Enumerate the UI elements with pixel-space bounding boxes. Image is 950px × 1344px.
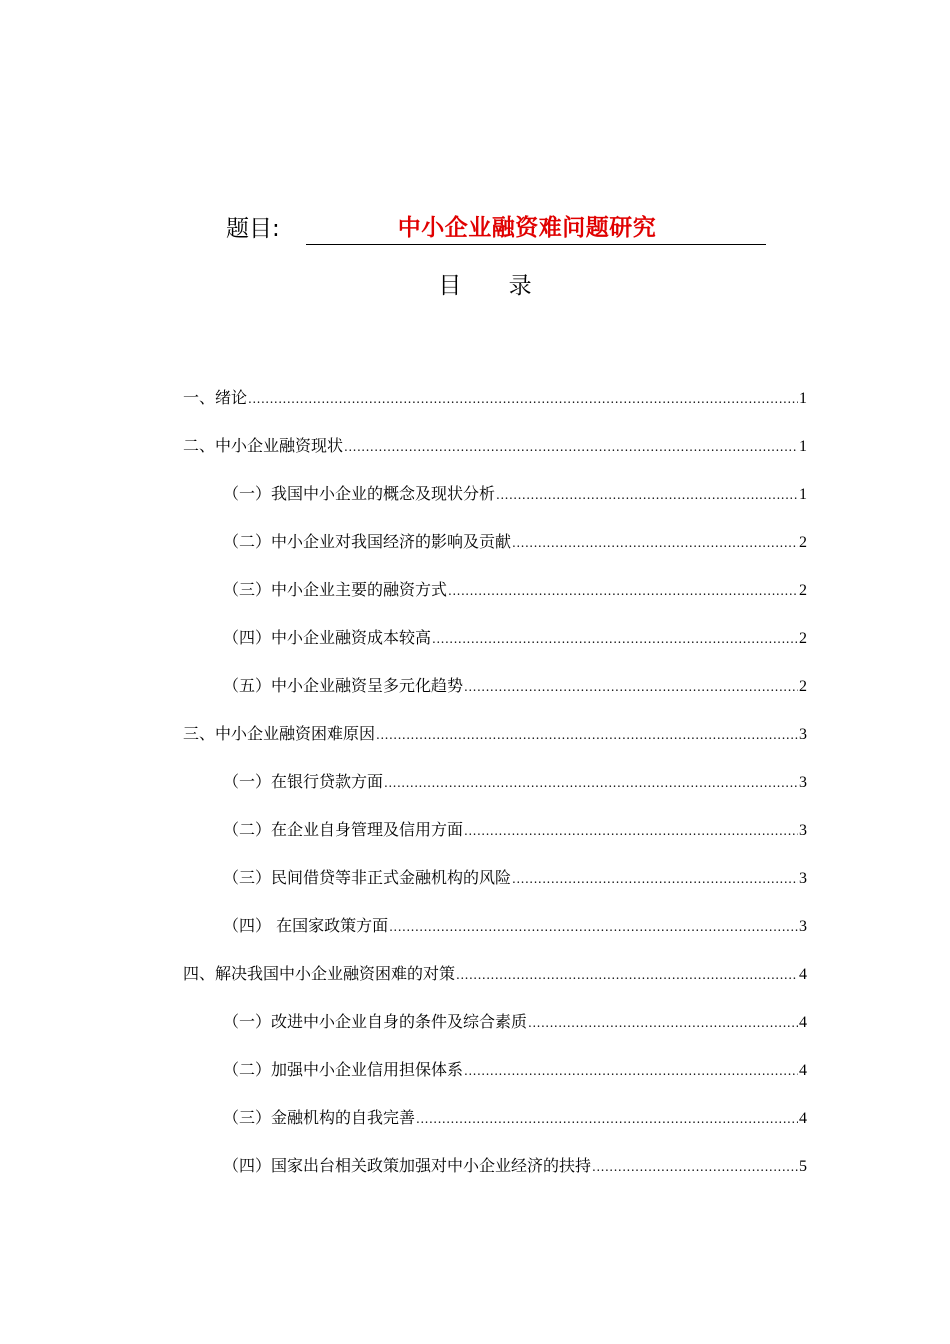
toc-page-number: 4: [799, 1110, 807, 1127]
toc-dot-leader: [344, 434, 798, 460]
toc-entry[interactable]: [183, 961, 807, 1009]
toc-entry-label: （三）民间借贷等非正式金融机构的风险: [223, 868, 512, 887]
toc-entry[interactable]: [183, 385, 807, 433]
toc-dot-leader: [592, 1154, 798, 1180]
toc-dot-leader: [512, 530, 798, 556]
toc-dot-leader: [389, 914, 798, 940]
toc-heading: 目 录: [438, 273, 532, 299]
toc-entry[interactable]: [183, 721, 807, 769]
toc-dot-leader: [248, 386, 798, 412]
toc-page-number: 2: [799, 678, 807, 695]
table-of-contents: [183, 385, 807, 1201]
toc-entry-label: （四） 在国家政策方面: [223, 916, 389, 935]
toc-entry[interactable]: [183, 817, 807, 865]
toc-dot-leader: [464, 1058, 798, 1084]
toc-page-number: 3: [799, 870, 807, 887]
toc-entry[interactable]: [183, 481, 807, 529]
toc-dot-leader: [376, 722, 798, 748]
toc-page-number: 3: [799, 774, 807, 791]
toc-entry[interactable]: [183, 1153, 807, 1201]
toc-entry-label: （五）中小企业融资呈多元化趋势: [223, 676, 464, 695]
toc-entry[interactable]: [183, 433, 807, 481]
title-label: 题目:: [226, 216, 280, 242]
toc-entry-label: （四）国家出台相关政策加强对中小企业经济的扶持: [223, 1156, 592, 1175]
toc-entry-label: （一）在银行贷款方面: [223, 772, 384, 791]
toc-entry[interactable]: [183, 577, 807, 625]
toc-page-number: 4: [799, 1014, 807, 1031]
toc-dot-leader: [448, 578, 798, 604]
toc-dot-leader: [464, 818, 798, 844]
toc-entry-label: 一、绪论: [183, 388, 248, 407]
title-underline: [306, 212, 766, 245]
toc-entry-label: （三）中小企业主要的融资方式: [223, 580, 448, 599]
toc-entry-label: 二、中小企业融资现状: [183, 436, 344, 455]
toc-page-number: 5: [799, 1158, 807, 1175]
toc-dot-leader: [512, 866, 798, 892]
toc-dot-leader: [456, 962, 798, 988]
document-title-row: [226, 205, 786, 245]
toc-page-number: 3: [799, 726, 807, 743]
toc-entry-label: （四）中小企业融资成本较高: [223, 628, 432, 647]
toc-entry-label: （三）金融机构的自我完善: [223, 1108, 416, 1127]
document-title: 中小企业融资难问题研究: [397, 214, 657, 241]
toc-entry[interactable]: [183, 913, 807, 961]
toc-dot-leader: [384, 770, 798, 796]
toc-page-number: 2: [799, 582, 807, 599]
toc-entry[interactable]: [183, 1105, 807, 1153]
toc-dot-leader: [496, 482, 798, 508]
toc-entry[interactable]: [183, 625, 807, 673]
toc-entry[interactable]: [183, 769, 807, 817]
toc-dot-leader: [432, 626, 798, 652]
toc-entry[interactable]: [183, 1057, 807, 1105]
toc-page-number: 4: [799, 1062, 807, 1079]
toc-dot-leader: [416, 1106, 798, 1132]
toc-entry-label: （二）在企业自身管理及信用方面: [223, 820, 464, 839]
toc-page-number: 3: [799, 918, 807, 935]
toc-entry[interactable]: [183, 865, 807, 913]
toc-page-number: 1: [799, 486, 807, 503]
toc-page-number: 1: [799, 390, 807, 407]
toc-entry[interactable]: [183, 673, 807, 721]
toc-entry-label: 四、解决我国中小企业融资困难的对策: [183, 964, 456, 983]
toc-entry[interactable]: [183, 529, 807, 577]
toc-page-number: 3: [799, 822, 807, 839]
toc-page-number: 2: [799, 630, 807, 647]
toc-entry[interactable]: [183, 1009, 807, 1057]
toc-page-number: 4: [799, 966, 807, 983]
toc-entry-label: （二）中小企业对我国经济的影响及贡献: [223, 532, 512, 551]
toc-dot-leader: [464, 674, 798, 700]
toc-entry-label: 三、中小企业融资困难原因: [183, 724, 376, 743]
toc-entry-label: （一）我国中小企业的概念及现状分析: [223, 484, 496, 503]
toc-page-number: 2: [799, 534, 807, 551]
toc-page-number: 1: [799, 438, 807, 455]
toc-entry-label: （二）加强中小企业信用担保体系: [223, 1060, 464, 1079]
toc-entry-label: （一）改进中小企业自身的条件及综合素质: [223, 1012, 528, 1031]
toc-dot-leader: [528, 1010, 798, 1036]
